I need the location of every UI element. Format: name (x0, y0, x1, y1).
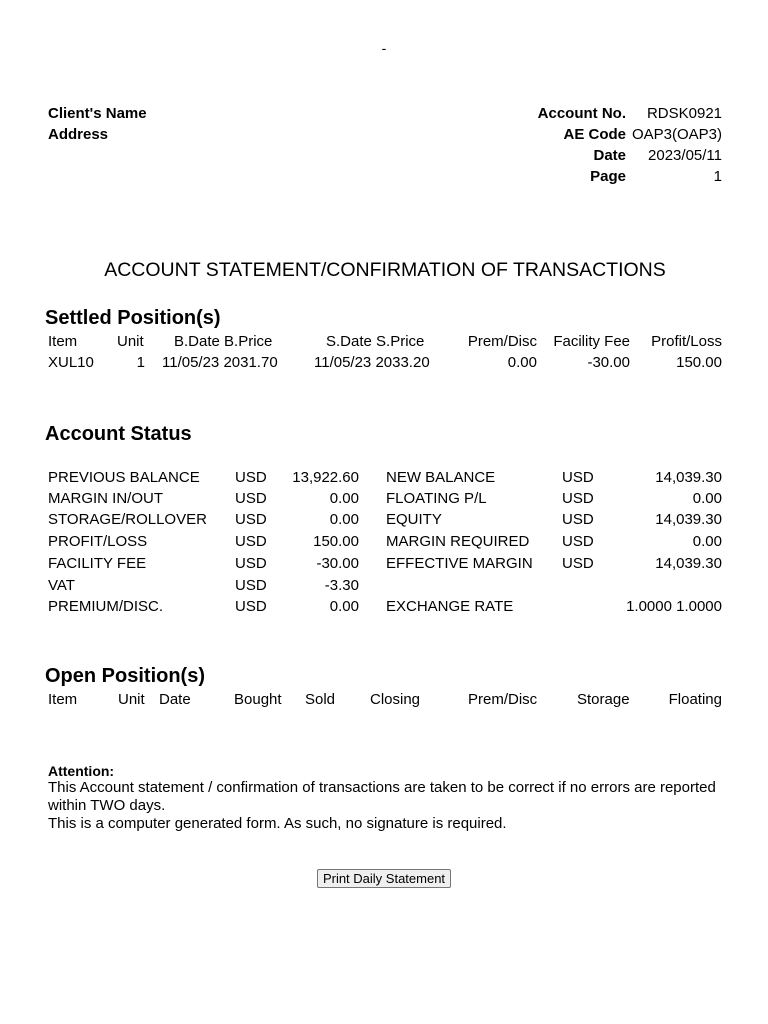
attention-text (48, 779, 728, 833)
status-left-label: VAT (48, 577, 75, 594)
address-label: Address (48, 126, 109, 143)
settled-col-profit-loss: Profit/Loss (651, 333, 722, 350)
settled-cell-sdate-sprice: 11/05/23 2033.20 (314, 354, 430, 371)
status-right-currency: USD (562, 555, 594, 572)
open-col-item: Item (48, 691, 78, 708)
open-col-date: Date (159, 691, 191, 708)
status-left-currency: USD (235, 598, 267, 615)
statement-title: ACCOUNT STATEMENT/CONFIRMATION OF TRANSACTIONS (104, 259, 666, 281)
status-left-value: 0.00 (329, 511, 359, 528)
status-left-currency: USD (235, 511, 267, 528)
status-right-value: 14,039.30 (655, 555, 722, 572)
settled-cell-item: XUL10 (48, 354, 94, 371)
status-right-value: 1.0000 1.0000 (626, 598, 722, 615)
account-status-heading: Account Status (45, 423, 192, 445)
status-left-value: 0.00 (329, 490, 359, 507)
settled-col-item: Item (48, 333, 78, 350)
status-right-label: MARGIN REQUIRED (386, 533, 530, 550)
open-col-floating: Floating (668, 691, 722, 708)
status-left-value: 150.00 (313, 533, 359, 550)
open-col-prem-disc: Prem/Disc (468, 691, 538, 708)
settled-cell-bdate-bprice: 11/05/23 2031.70 (162, 354, 278, 371)
account-no-label: Account No. (537, 105, 626, 122)
status-right-label: FLOATING P/L (386, 490, 487, 507)
status-right-value: 14,039.30 (655, 469, 722, 486)
settled-col-prem-disc: Prem/Disc (467, 333, 537, 350)
settled-col-unit: Unit (117, 333, 144, 350)
open-col-unit: Unit (118, 691, 145, 708)
attention-line-1: This Account statement / confirmation of transactions are taken to be correct if no errors are reported within TWO days. (48, 779, 716, 814)
settled-heading: Settled Position(s) (45, 307, 221, 329)
status-right-value: 0.00 (692, 490, 722, 507)
status-left-currency: USD (235, 555, 267, 572)
status-right-label: EQUITY (386, 511, 442, 528)
page-label: Page (590, 168, 626, 185)
attention-line-2: This is a computer generated form. As such, no signature is required. (48, 815, 507, 832)
status-left-label: PREVIOUS BALANCE (48, 469, 200, 486)
settled-col-sdate-sprice: S.Date S.Price (326, 333, 425, 350)
status-right-currency: USD (562, 533, 594, 550)
status-left-currency: USD (235, 469, 267, 486)
status-left-currency: USD (235, 533, 267, 550)
open-col-storage: Storage (577, 691, 630, 708)
settled-col-bdate-bprice: B.Date B.Price (174, 333, 273, 350)
status-right-currency: USD (562, 490, 594, 507)
status-right-value: 0.00 (692, 533, 722, 550)
attention-label: Attention: (48, 763, 115, 779)
open-col-closing: Closing (370, 691, 421, 708)
status-left-currency: USD (235, 490, 267, 507)
status-right-label: NEW BALANCE (386, 469, 496, 486)
settled-cell-prem-disc: 0.00 (507, 354, 537, 371)
status-left-currency: USD (235, 577, 267, 594)
settled-cell-facility-fee: -30.00 (587, 354, 630, 371)
status-left-label: FACILITY FEE (48, 555, 147, 572)
status-right-currency: USD (562, 469, 594, 486)
status-left-label: STORAGE/ROLLOVER (48, 511, 207, 528)
status-left-label: PROFIT/LOSS (48, 533, 148, 550)
status-right-label: EXCHANGE RATE (386, 598, 514, 615)
ae-code-value: OAP3(OAP3) (631, 126, 722, 143)
top-marker: - (381, 40, 387, 56)
date-value: 2023/05/11 (648, 147, 722, 164)
status-left-label: MARGIN IN/OUT (48, 490, 163, 507)
date-label: Date (593, 147, 626, 164)
open-col-bought: Bought (234, 691, 282, 708)
ae-code-label: AE Code (563, 126, 626, 143)
settled-cell-profit-loss: 150.00 (676, 354, 722, 371)
open-heading: Open Position(s) (45, 665, 205, 687)
status-left-value: 0.00 (329, 598, 359, 615)
account-no-value: RDSK0921 (646, 105, 722, 122)
settled-col-facility-fee: Facility Fee (553, 333, 630, 350)
print-daily-statement-button[interactable]: Print Daily Statement (317, 869, 451, 888)
settled-cell-unit: 1 (136, 354, 145, 371)
status-right-label: EFFECTIVE MARGIN (386, 555, 533, 572)
open-col-sold: Sold (305, 691, 336, 708)
status-left-value: 13,922.60 (292, 469, 359, 486)
status-left-value: -30.00 (316, 555, 359, 572)
status-left-label: PREMIUM/DISC. (48, 598, 164, 615)
status-right-value: 14,039.30 (655, 511, 722, 528)
status-right-currency: USD (562, 511, 594, 528)
page-value: 1 (713, 168, 722, 185)
client-name-label: Client's Name (48, 105, 147, 122)
status-left-value: -3.30 (324, 577, 359, 594)
